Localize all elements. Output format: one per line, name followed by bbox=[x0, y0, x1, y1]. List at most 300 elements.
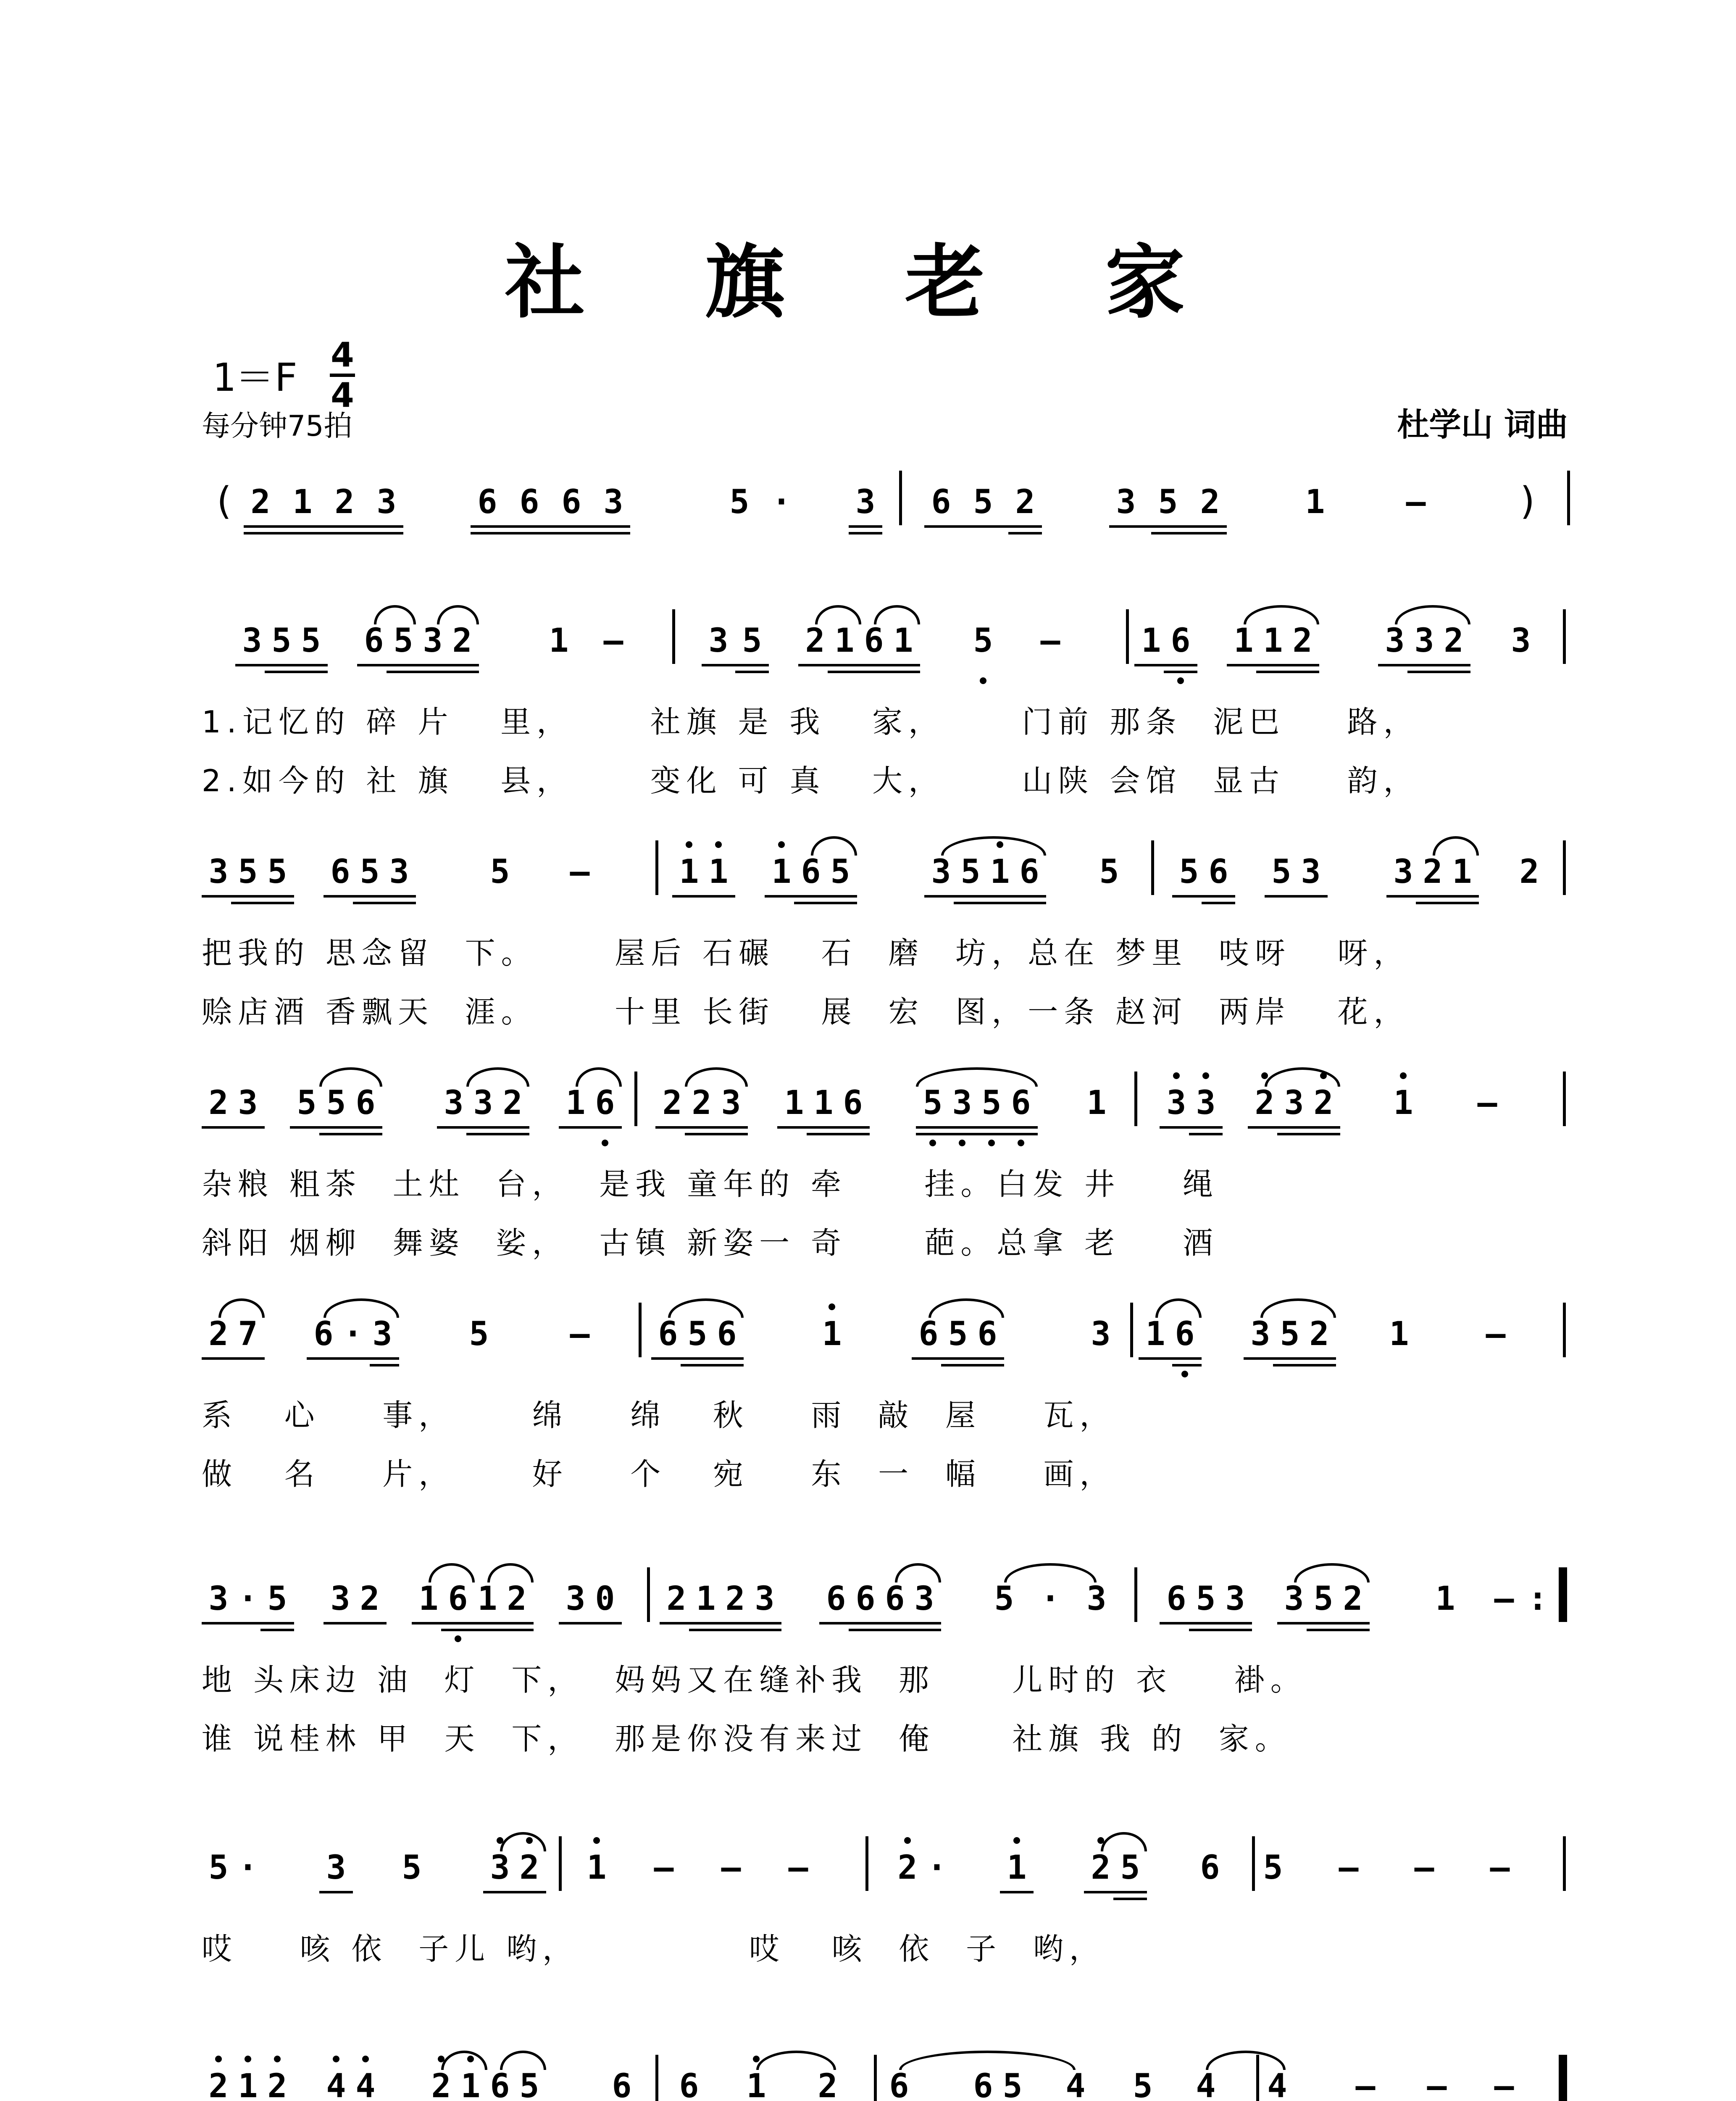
beam-underline bbox=[672, 895, 735, 898]
note: 1 bbox=[1393, 1084, 1413, 1122]
note: 6 bbox=[490, 2067, 510, 2101]
note: · bbox=[927, 1849, 947, 1887]
note: 5 bbox=[960, 853, 981, 891]
double-beam-underline bbox=[319, 1133, 382, 1135]
note: 2 bbox=[1343, 1580, 1363, 1618]
note: 4 bbox=[1267, 2067, 1287, 2101]
bar-line bbox=[655, 2055, 658, 2101]
note: 1 bbox=[822, 1315, 842, 1353]
note: – bbox=[1414, 1849, 1434, 1887]
note: 3 bbox=[1511, 622, 1531, 660]
beam-underline bbox=[1160, 1622, 1252, 1624]
double-beam-underline bbox=[1416, 902, 1479, 904]
note: 3 bbox=[931, 853, 951, 891]
slur-mark bbox=[1260, 1298, 1336, 1318]
lyric-verse-1: 把我的 思念留 下。 屋后 石碾 石 磨 坊，总在 梦里 吱呀 呀， bbox=[202, 935, 1410, 971]
note: 5 bbox=[923, 1084, 943, 1122]
note: 0 bbox=[595, 1580, 615, 1618]
double-beam-underline bbox=[387, 671, 479, 673]
lyric-verse-1: 系 心 事， 绵 绵 秋 雨 敲 屋 瓦， bbox=[202, 1398, 1116, 1433]
beam-underline bbox=[765, 895, 857, 898]
slur-mark bbox=[324, 1298, 399, 1318]
note: 3 bbox=[1385, 622, 1405, 660]
note: 6 bbox=[1011, 1084, 1031, 1122]
note: 5 bbox=[519, 2067, 539, 2101]
slur-mark bbox=[1244, 605, 1319, 624]
note: 1 bbox=[1305, 483, 1325, 521]
slur-mark bbox=[811, 836, 857, 856]
lyric-verse-1: 杂粮 粗茶 土灶 台， 是我 童年的 牵 挂。白发 井 绳 bbox=[202, 1166, 1219, 1202]
note: 6 bbox=[330, 853, 350, 891]
double-beam-underline bbox=[231, 902, 294, 904]
note: 3 bbox=[855, 483, 876, 521]
note: 5 bbox=[271, 622, 292, 660]
note: 6 bbox=[973, 2067, 993, 2101]
note: – bbox=[1494, 1580, 1514, 1618]
note: 6 bbox=[313, 1315, 334, 1353]
note: 6 bbox=[477, 483, 497, 521]
beam-underline bbox=[1084, 1891, 1147, 1893]
key-signature: 1＝F bbox=[212, 355, 297, 400]
lyric-verse-2: 斜阳 烟柳 舞婆 娑， 古镇 新姿一 奇 葩。总拿 老 酒 bbox=[202, 1225, 1219, 1261]
double-beam-underline bbox=[916, 1133, 1038, 1135]
beam-underline bbox=[1386, 895, 1479, 898]
bar-line bbox=[1130, 1303, 1133, 1357]
note: 6 bbox=[1175, 1315, 1195, 1353]
note: 6 bbox=[1019, 853, 1039, 891]
double-beam-underline bbox=[1113, 1898, 1147, 1900]
bar-line bbox=[1126, 609, 1129, 664]
octave-dot-high bbox=[245, 2056, 251, 2062]
note: 3 bbox=[326, 1849, 346, 1887]
double-beam-underline bbox=[265, 671, 328, 673]
beam-underline bbox=[798, 664, 920, 666]
score-line bbox=[0, 1067, 1736, 1261]
slur-mark bbox=[374, 605, 416, 624]
note: 4 bbox=[355, 2067, 376, 2101]
octave-dot-high bbox=[778, 841, 785, 848]
note: 5 bbox=[490, 853, 510, 891]
beam-underline bbox=[916, 1126, 1038, 1129]
note: 1 bbox=[1141, 622, 1161, 660]
double-beam-underline bbox=[828, 671, 920, 673]
line-notes bbox=[0, 2051, 1736, 2101]
final-bar-line bbox=[1559, 2055, 1567, 2101]
note: 5 bbox=[1280, 1315, 1300, 1353]
octave-dot-high bbox=[1173, 1072, 1180, 1079]
note: 5 bbox=[238, 853, 258, 891]
slur-mark bbox=[928, 1298, 1004, 1318]
note: 2 bbox=[692, 1084, 712, 1122]
double-beam-underline bbox=[353, 902, 416, 904]
note: 3 bbox=[952, 1084, 972, 1122]
note: – bbox=[1494, 2067, 1514, 2101]
beam-underline bbox=[483, 1891, 546, 1893]
slur-mark bbox=[441, 2051, 487, 2070]
note: 5 bbox=[1313, 1580, 1334, 1618]
beam-underline bbox=[1139, 1357, 1202, 1360]
note: 6 bbox=[1166, 1580, 1186, 1618]
double-beam-underline bbox=[1202, 902, 1235, 904]
slur-mark bbox=[1004, 1563, 1097, 1582]
octave-dot-low bbox=[1177, 677, 1184, 684]
note: 3 bbox=[1250, 1315, 1270, 1353]
time-signature-bottom: 4 bbox=[331, 376, 354, 415]
beam-underline bbox=[319, 1891, 353, 1893]
note: 6 bbox=[561, 483, 581, 521]
line-notes bbox=[0, 1067, 1736, 1143]
bar-line bbox=[1134, 1567, 1137, 1622]
note: 5 bbox=[742, 622, 762, 660]
beam-underline bbox=[1265, 895, 1328, 898]
octave-dot-high bbox=[333, 2056, 339, 2062]
octave-dot-low bbox=[1018, 1140, 1024, 1146]
line-notes bbox=[0, 836, 1736, 912]
note: 3 bbox=[490, 1849, 510, 1887]
note: 2 bbox=[208, 2067, 229, 2101]
note: 1 bbox=[696, 1580, 716, 1618]
note: 2 bbox=[1255, 1084, 1275, 1122]
note: – bbox=[721, 1849, 741, 1887]
slur-mark bbox=[429, 1563, 475, 1582]
note: 5 bbox=[981, 1084, 1002, 1122]
note: 1 bbox=[1389, 1315, 1409, 1353]
bar-line bbox=[874, 2055, 877, 2101]
note: 2 bbox=[1015, 483, 1035, 521]
score-line bbox=[0, 1832, 1736, 2000]
song-title: 社 旗 老 家 bbox=[505, 235, 1231, 329]
note: – bbox=[1040, 622, 1060, 660]
octave-dot-high bbox=[1400, 1072, 1407, 1079]
octave-dot-high bbox=[438, 2056, 445, 2062]
note: 1 bbox=[1145, 1315, 1165, 1353]
note: 5 bbox=[948, 1315, 968, 1353]
note: 2 bbox=[818, 2067, 838, 2101]
tempo-marking: 每分钟75拍 bbox=[202, 410, 352, 443]
beam-underline bbox=[559, 1126, 622, 1129]
beam-underline bbox=[1109, 525, 1227, 528]
note: 1 bbox=[1452, 853, 1472, 891]
lyric-verse-1: 哎 咳 依 子儿 哟， 哎 咳 依 子 哟， bbox=[202, 1931, 1105, 1967]
double-beam-underline bbox=[244, 532, 403, 534]
slur-mark bbox=[685, 1067, 748, 1087]
note: 5 bbox=[1196, 1580, 1216, 1618]
note: 3 bbox=[242, 622, 262, 660]
intro-close-paren: ) bbox=[1517, 479, 1540, 523]
time-signature-top: 4 bbox=[331, 335, 354, 374]
note: 5 bbox=[402, 1849, 422, 1887]
intro-notes bbox=[0, 466, 1736, 542]
note: 2 bbox=[1423, 853, 1443, 891]
note: 5 bbox=[393, 622, 413, 660]
note: 3 bbox=[1284, 1580, 1304, 1618]
double-beam-underline bbox=[807, 1133, 870, 1135]
note: 3 bbox=[208, 853, 229, 891]
octave-dot-high bbox=[1261, 1072, 1268, 1079]
slur-mark bbox=[437, 605, 479, 624]
slur-mark bbox=[1265, 1067, 1340, 1087]
bar-line bbox=[1563, 1303, 1566, 1357]
note: 3 bbox=[1086, 1580, 1107, 1618]
note: 3 bbox=[444, 1084, 464, 1122]
note: 3 bbox=[1196, 1084, 1216, 1122]
note: 2 bbox=[334, 483, 355, 521]
note: 3 bbox=[1301, 853, 1321, 891]
note: 6 bbox=[977, 1315, 997, 1353]
note: 2 bbox=[1309, 1315, 1329, 1353]
bar-line bbox=[634, 1072, 637, 1126]
note: 3 bbox=[389, 853, 409, 891]
octave-dot-high bbox=[904, 1837, 911, 1844]
note: 2 bbox=[519, 1849, 539, 1887]
note: 5 bbox=[687, 1315, 708, 1353]
slur-mark bbox=[487, 1563, 534, 1582]
note: · bbox=[343, 1315, 363, 1353]
note: 1 bbox=[746, 2067, 766, 2101]
octave-dot-high bbox=[753, 2056, 760, 2062]
double-beam-underline bbox=[685, 1133, 748, 1135]
octave-dot-low bbox=[455, 1635, 461, 1642]
note: · bbox=[238, 1580, 258, 1618]
note: 6 bbox=[1200, 1849, 1220, 1887]
note: 2 bbox=[208, 1315, 229, 1353]
octave-dot-low bbox=[929, 1140, 936, 1146]
double-beam-underline bbox=[1307, 1629, 1370, 1631]
beam-underline bbox=[1227, 664, 1319, 666]
slur-mark bbox=[874, 605, 920, 624]
double-beam-underline bbox=[1273, 1364, 1336, 1366]
double-beam-underline bbox=[441, 1629, 534, 1631]
beam-underline bbox=[307, 1357, 399, 1360]
note: 1 bbox=[238, 2067, 258, 2101]
note: 3 bbox=[1166, 1084, 1186, 1122]
slur-mark bbox=[319, 1067, 382, 1087]
note: 5 bbox=[1002, 2067, 1023, 2101]
beam-underline bbox=[1172, 895, 1235, 898]
slur-mark bbox=[1155, 1298, 1202, 1318]
score-line bbox=[0, 605, 1736, 798]
note: 2 bbox=[662, 1084, 682, 1122]
note: 5 bbox=[1179, 853, 1199, 891]
note: 5 bbox=[301, 622, 321, 660]
slur-mark bbox=[1206, 2051, 1286, 2070]
note: 6 bbox=[448, 1580, 468, 1618]
beam-underline bbox=[202, 895, 294, 898]
note: 5 bbox=[1120, 1849, 1140, 1887]
note: 6 bbox=[595, 1084, 615, 1122]
note: 1 bbox=[893, 622, 913, 660]
bar-line bbox=[559, 1836, 562, 1891]
octave-dot-high bbox=[526, 1837, 533, 1844]
octave-dot-high bbox=[362, 2056, 369, 2062]
note: 5 bbox=[1099, 853, 1119, 891]
beam-underline bbox=[924, 525, 1042, 528]
note: 5 bbox=[973, 622, 993, 660]
double-beam-underline bbox=[954, 902, 1046, 904]
bar-line bbox=[639, 1303, 642, 1357]
note: 4 bbox=[1196, 2067, 1216, 2101]
double-beam-underline bbox=[471, 532, 630, 534]
note: 1 bbox=[679, 853, 699, 891]
octave-dot-high bbox=[593, 1837, 600, 1844]
beam-underline bbox=[655, 1126, 748, 1129]
octave-dot-high bbox=[1097, 1837, 1104, 1844]
note: 6 bbox=[855, 1580, 876, 1618]
note: 6 bbox=[355, 1084, 376, 1122]
note: · bbox=[1040, 1580, 1060, 1618]
note: 3 bbox=[721, 1084, 741, 1122]
score-line bbox=[0, 836, 1736, 1029]
note: 2 bbox=[1444, 622, 1464, 660]
bar-line bbox=[1563, 840, 1566, 895]
note: 1 bbox=[771, 853, 792, 891]
note: – bbox=[1427, 2067, 1447, 2101]
note: 3 bbox=[1116, 483, 1136, 521]
note: 1 bbox=[1234, 622, 1254, 660]
note: 6 bbox=[519, 483, 539, 521]
note: 5 bbox=[360, 853, 380, 891]
note: 1 bbox=[587, 1849, 607, 1887]
note: 6 bbox=[717, 1315, 737, 1353]
octave-dot-high bbox=[829, 1303, 835, 1310]
bar-line bbox=[1563, 1836, 1566, 1891]
note: 3 bbox=[473, 1084, 493, 1122]
note: 5 bbox=[973, 483, 993, 521]
beam-underline bbox=[702, 664, 769, 666]
note: 5 bbox=[208, 1849, 229, 1887]
octave-dot-low bbox=[959, 1140, 965, 1146]
slur-mark bbox=[668, 1298, 744, 1318]
note: 1 bbox=[1435, 1580, 1455, 1618]
note: – bbox=[654, 1849, 674, 1887]
double-beam-underline bbox=[370, 1364, 399, 1366]
double-beam-underline bbox=[1008, 532, 1042, 534]
note: 6 bbox=[364, 622, 384, 660]
note: 1 bbox=[813, 1084, 834, 1122]
note: 2 bbox=[1519, 853, 1539, 891]
note: 3 bbox=[376, 483, 397, 521]
slur-mark bbox=[1294, 1563, 1370, 1582]
octave-dot-low bbox=[602, 1140, 608, 1146]
slur-mark bbox=[218, 1298, 265, 1318]
bar-line bbox=[1252, 1836, 1255, 1891]
beam-underline bbox=[202, 1357, 265, 1360]
double-beam-underline bbox=[849, 1629, 941, 1631]
bar-line bbox=[647, 1567, 650, 1622]
note: 1 bbox=[549, 622, 569, 660]
lyric-verse-2: 谁 说桂林 甲 天 下， 那是你没有来过 俺 社旗 我 的 家。 bbox=[202, 1721, 1291, 1756]
note: 4 bbox=[326, 2067, 346, 2101]
double-beam-underline bbox=[794, 902, 857, 904]
line-notes bbox=[0, 605, 1736, 681]
note: 6 bbox=[1170, 622, 1191, 660]
note: 2 bbox=[666, 1580, 687, 1618]
score-line bbox=[0, 1563, 1736, 1756]
slur-mark bbox=[466, 1067, 529, 1087]
bar-line bbox=[1563, 1072, 1566, 1126]
note: 3 bbox=[1225, 1580, 1245, 1618]
beam-underline bbox=[324, 1622, 387, 1624]
note: 3 bbox=[1414, 622, 1434, 660]
note: 2 bbox=[360, 1580, 380, 1618]
octave-dot-high bbox=[497, 1837, 503, 1844]
beam-underline bbox=[660, 1622, 781, 1624]
note: 2 bbox=[267, 2067, 287, 2101]
slur-mark bbox=[895, 1563, 941, 1582]
slur-mark bbox=[1433, 836, 1479, 856]
note: 5 bbox=[297, 1084, 317, 1122]
note: 3 bbox=[1091, 1315, 1111, 1353]
note: 6 bbox=[801, 853, 821, 891]
note: 3 bbox=[603, 483, 623, 521]
note: – bbox=[1406, 483, 1426, 521]
note: 1 bbox=[708, 853, 729, 891]
score-line bbox=[0, 1298, 1736, 1492]
note: : bbox=[1528, 1580, 1548, 1618]
note: – bbox=[788, 1849, 808, 1887]
note: 6 bbox=[658, 1315, 678, 1353]
note: 3 bbox=[708, 622, 729, 660]
lyric-verse-1: 1.记忆的 碎 片 里， 社旗 是 我 家， 门前 那条 泥巴 路， bbox=[202, 704, 1420, 740]
note: 5 bbox=[830, 853, 850, 891]
beam-underline bbox=[412, 1622, 534, 1624]
beam-underline bbox=[924, 895, 1046, 898]
note: – bbox=[570, 853, 590, 891]
note: 5 bbox=[1263, 1849, 1283, 1887]
final-bar-line bbox=[1559, 1567, 1567, 1622]
note: 3 bbox=[566, 1580, 586, 1618]
double-beam-underline bbox=[1407, 671, 1470, 673]
double-beam-underline bbox=[689, 1629, 781, 1631]
note: 4 bbox=[1065, 2067, 1086, 2101]
note: 5 bbox=[729, 483, 750, 521]
double-beam-underline bbox=[849, 532, 882, 534]
beam-underline bbox=[235, 664, 328, 666]
note: 6 bbox=[826, 1580, 846, 1618]
note: 3 bbox=[423, 622, 443, 660]
note: 2 bbox=[805, 622, 825, 660]
beam-underline bbox=[437, 1126, 529, 1129]
note: 6 bbox=[918, 1315, 939, 1353]
beam-underline bbox=[244, 525, 403, 528]
note: 1 bbox=[990, 853, 1010, 891]
note: 2 bbox=[897, 1849, 918, 1887]
octave-dot-high bbox=[1013, 1837, 1020, 1844]
note: 2 bbox=[1200, 483, 1220, 521]
double-beam-underline bbox=[1151, 532, 1227, 534]
beam-underline bbox=[1248, 1126, 1340, 1129]
note: 6 bbox=[889, 2067, 909, 2101]
note: 6 bbox=[843, 1084, 863, 1122]
beam-underline bbox=[1277, 1622, 1370, 1624]
octave-dot-high bbox=[1320, 1072, 1327, 1079]
note: 1 bbox=[292, 483, 313, 521]
note: 2 bbox=[250, 483, 271, 521]
beam-underline bbox=[1000, 1891, 1034, 1893]
slur-mark bbox=[500, 2051, 546, 2070]
beam-underline bbox=[651, 1357, 744, 1360]
beam-underline bbox=[559, 1622, 622, 1624]
note: · bbox=[238, 1849, 258, 1887]
double-beam-underline bbox=[260, 1629, 294, 1631]
beam-underline bbox=[849, 525, 882, 528]
note: 2 bbox=[507, 1580, 527, 1618]
time-signature bbox=[330, 335, 355, 415]
note: 6 bbox=[612, 2067, 632, 2101]
slur-mark bbox=[1395, 605, 1470, 624]
lyric-verse-2: 2.如今的 社 旗 县， 变化 可 真 大， 山陕 会馆 显古 韵， bbox=[202, 763, 1420, 798]
note: – bbox=[1490, 1849, 1510, 1887]
